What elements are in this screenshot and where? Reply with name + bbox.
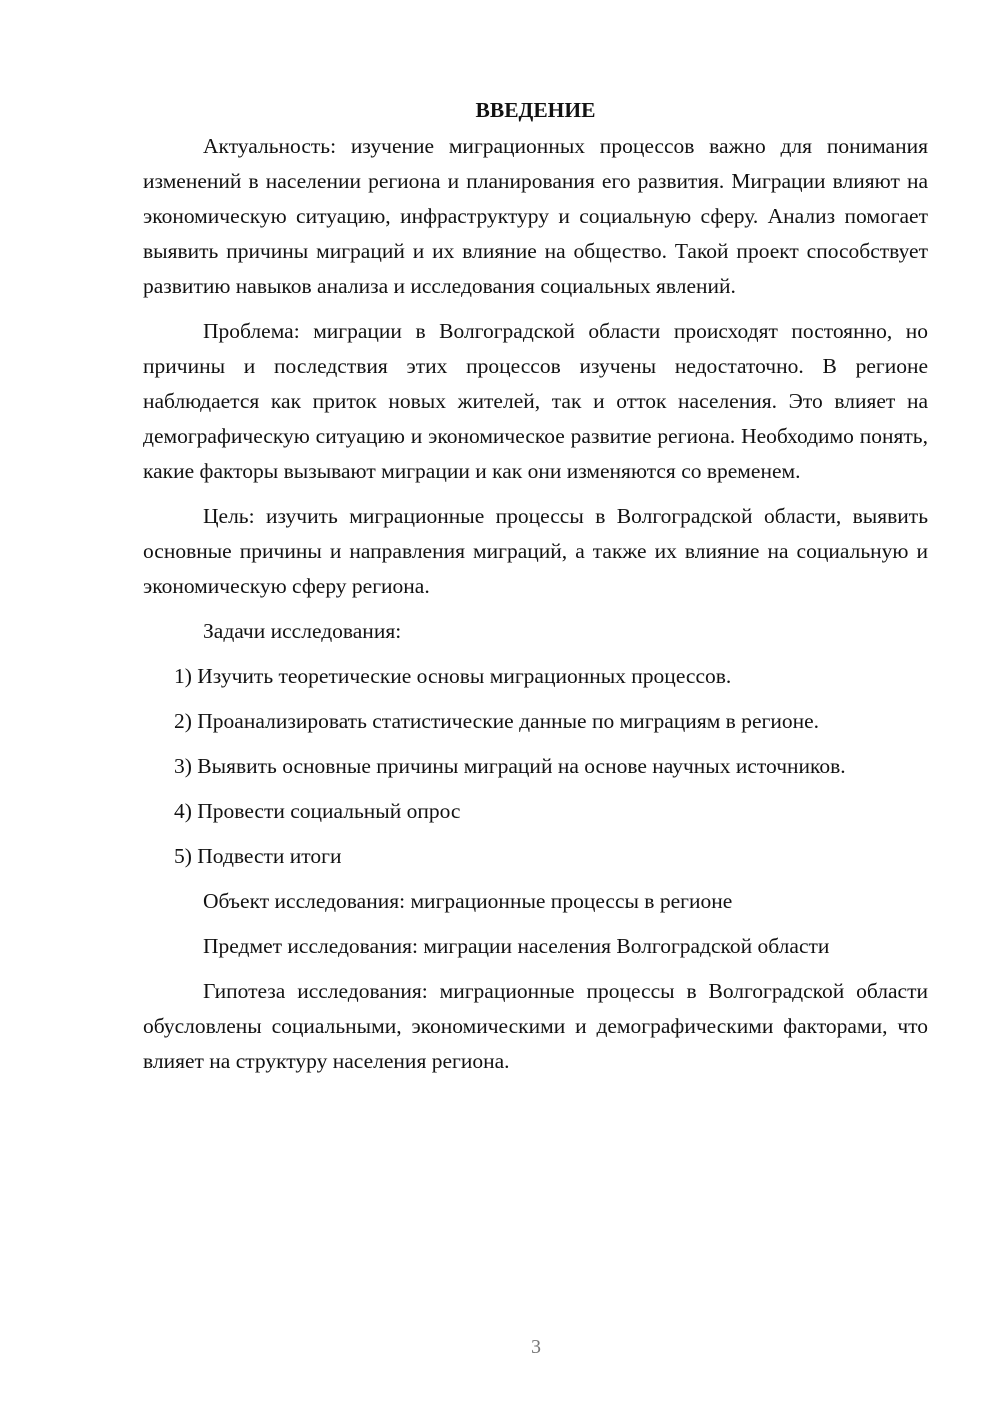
page-number: 3 bbox=[531, 1336, 541, 1358]
section-title: ВВЕДЕНИЕ bbox=[475, 98, 596, 122]
task-item-4: 4) Провести социальный опрос bbox=[174, 799, 461, 823]
research-subject: Предмет исследования: миграции населения Волгоградской области bbox=[203, 934, 830, 958]
task-item-1: 1) Изучить теоретические основы миграционных процессов. bbox=[174, 664, 732, 688]
paragraph-relevance: Актуальность: изучение миграционных процессов важно для понимания изменений в населении региона и планирования его развития. Миграции влияют на экономическую ситуацию, инфраструктуру и социальную сферу. Анализ помогает выявить причины миграций и их влияние на общество. Такой проект способствует развитию навыков анализа и исследования социальных явлений. bbox=[143, 134, 928, 298]
task-item-5: 5) Подвести итоги bbox=[174, 844, 342, 868]
tasks-heading: Задачи исследования: bbox=[203, 619, 402, 643]
task-item-2: 2) Проанализировать статистические данные по миграциям в регионе. bbox=[174, 709, 819, 733]
paragraph-problem: Проблема: миграции в Волгоградской области происходят постоянно, но причины и последствия этих процессов изучены недостаточно. В регионе наблюдается как приток новых жителей, так и отток населения. Это влияет на демографическую ситуацию и экономическое развитие региона. Необходимо понять, какие факторы вызывают миграции и как они изменяются со временем. bbox=[143, 319, 928, 483]
research-object: Объект исследования: миграционные процессы в регионе bbox=[203, 889, 733, 913]
page-content bbox=[143, 93, 928, 1089]
research-hypothesis: Гипотеза исследования: миграционные процессы в Волгоградской области обусловлены социальными, экономическими и демографическими факторами, что влияет на структуру населения региона. bbox=[143, 979, 928, 1073]
task-item-3: 3) Выявить основные причины миграций на основе научных источников. bbox=[174, 754, 846, 778]
paragraph-goal: Цель: изучить миграционные процессы в Волгоградской области, выявить основные причины и направления миграций, а также их влияние на социальную и экономическую сферу региона. bbox=[143, 504, 928, 598]
